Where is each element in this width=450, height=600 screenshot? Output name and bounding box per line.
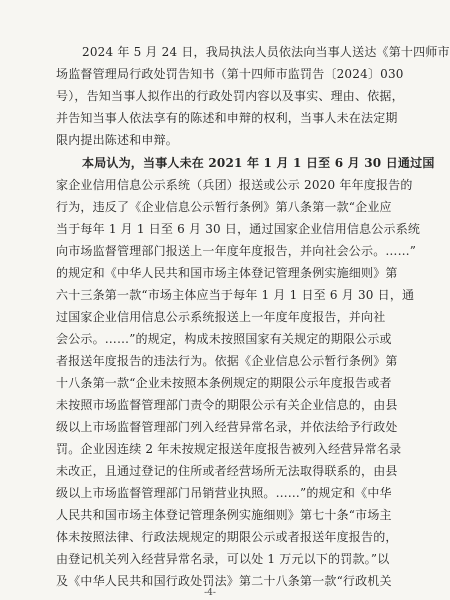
text-line: 行为，违反了《企业信息公示暂行条例》第八条第一款“企业应 <box>56 200 392 214</box>
text-line: 号），告知当事人拟作出的行政处罚内容以及事实、理由、依据， <box>56 89 404 103</box>
text-line: 级以上市场监督管理部门吊销营业执照。……”的规定和《中华 <box>56 486 392 500</box>
text-line: 六十三条第一款“市场主体应当于每年 1 月 1 日至 6 月 30 日，通 <box>56 288 415 302</box>
text-line: 罚。企业因连续 2 年未按规定报送年度报告被列入经营异常名录 <box>56 442 402 456</box>
text-line: 当于每年 1 月 1 日至 6 月 30 日，通过国家企业信用信息公示系统 <box>56 222 421 236</box>
text-line: 过国家企业信用信息公示系统报送上一年度年度报告，并向社 <box>56 310 386 324</box>
text-line: 2024 年 5 月 24 日，我局执法人员依法向当事人送达《第十四师市 <box>82 45 450 59</box>
text-line: 体未按照法律、行政法规规定的期限公示或者报送年度报告的， <box>56 530 398 544</box>
paragraph-lead-line: 本局认为，当事人未在 2021 年 1 月 1 日至 6 月 30 日通过国 <box>82 156 435 170</box>
text-line: 及《中华人民共和国行政处罚法》第二十八条第一款“行政机关 <box>56 574 392 588</box>
page-number: -4- <box>204 588 216 598</box>
text-line: 未按照市场监督管理部门责令的期限公示有关企业信息的，由县 <box>56 398 398 412</box>
text-line: 的规定和《中华人民共和国市场主体登记管理条例实施细则》第 <box>56 266 398 280</box>
text-line: 人民共和国市场主体登记管理条例实施细则》第七十条“市场主 <box>56 508 392 522</box>
text-line: 十八条第一款“企业未按照本条例规定的期限公示年度报告或者 <box>56 376 392 390</box>
text-line: 场监督管理局行政处罚告知书（第十四师市监罚告〔2024〕030 <box>56 67 404 81</box>
text-line: 由登记机关列入经营异常名录，可以处 1 万元以下的罚款。”以 <box>56 552 390 566</box>
text-line: 未改正，且通过登记的住所或者经营场所无法取得联系的，由县 <box>56 464 398 478</box>
text-line: 向市场监督管理部门报送上一年度年度报告，并向社会公示。……” <box>56 244 417 258</box>
text-line: 限内提出陈述和申辩。 <box>56 133 179 147</box>
text-line: 者报送年度报告的违法行为。依据《企业信息公示暂行条例》第 <box>56 354 398 368</box>
text-line: 并告知当事人依法享有的陈述和申辩的权利，当事人未在法定期 <box>56 111 398 125</box>
text-line: 级以上市场监督管理部门列入经营异常名录，并依法给予行政处 <box>56 420 398 434</box>
text-line: 家企业信用信息公示系统（兵团）报送或公示 2020 年年度报告的 <box>56 178 413 192</box>
text-line: 会公示。……”的规定，构成未按照国家有关规定的期限公示或 <box>56 332 392 346</box>
